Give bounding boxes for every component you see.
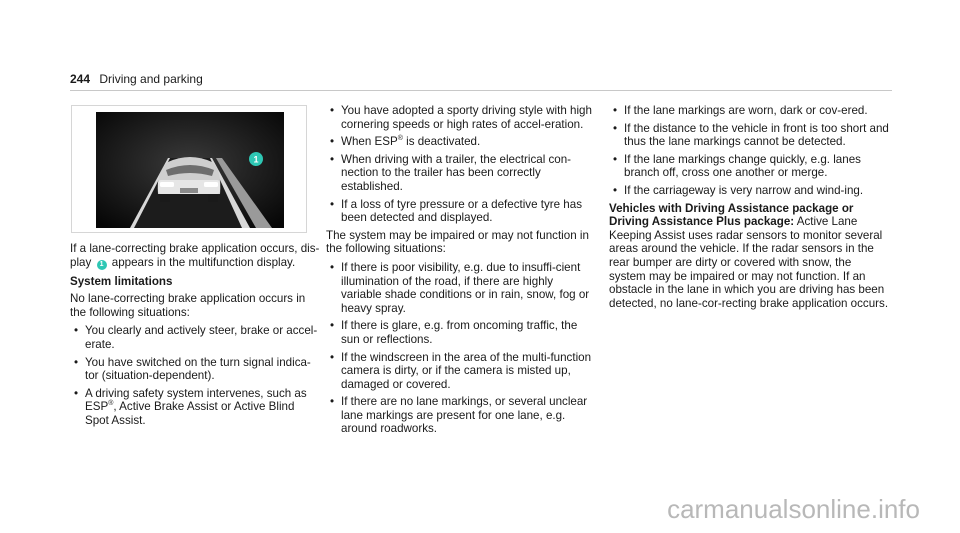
package-paragraph	[609, 202, 889, 311]
intro-text-1: If a lane-correcting brake application occurs, dis-	[70, 242, 320, 255]
list-item-text: A driving safety system intervenes, such as ESP	[85, 386, 307, 414]
list-item: • If the distance to the vehicle in front is too short and thus the lane markings cannot be detected.	[609, 122, 889, 149]
section-title: Driving and parking	[99, 72, 203, 86]
list-item: • If the windscreen in the area of the multi-function camera is dirty, or if the camera is misted up, damaged or covered.	[326, 351, 596, 392]
registered-mark: ®	[397, 135, 403, 143]
impairment-list-cont	[609, 104, 889, 198]
callout-number: 1	[253, 154, 259, 165]
intro-text-3: appears in the multifunction display.	[111, 255, 296, 269]
list-item: • You have switched on the turn signal indica-tor (situation-dependent).	[70, 356, 320, 383]
registered-mark: ®	[108, 400, 114, 408]
list-item: • If the lane markings are worn, dark or cov-ered.	[609, 104, 889, 118]
page-number: 244	[70, 72, 91, 86]
callout-badge: 1	[97, 260, 107, 270]
list-item-text: When ESP	[341, 135, 398, 149]
section-heading: System limitations	[70, 274, 173, 288]
intro-paragraph	[70, 242, 320, 270]
list-item	[70, 387, 320, 428]
watermark: carmanualsonline.info	[667, 494, 920, 524]
list-item: • If there is poor visibility, e.g. due to insuffi-cient illumination of the road, if there are highly variable shade conditions or in rain, snow, fog or heavy spray.	[326, 261, 596, 315]
limitations-list	[70, 324, 320, 427]
conditions-list	[326, 104, 596, 225]
dashboard-illustration	[71, 105, 307, 233]
list-item: • You clearly and actively steer, brake or accel-erate.	[70, 324, 320, 351]
list-item: • If a loss of tyre pressure or a defective tyre has been detected and displayed.	[326, 198, 596, 225]
limitations-intro: No lane-correcting brake application occurs in the following situations:	[70, 292, 306, 319]
list-item: • You have adopted a sporty driving style with high cornering speeds or high rates of accel-eration.	[326, 104, 596, 131]
list-item	[326, 135, 596, 149]
list-item: • If the carriageway is very narrow and wind-ing.	[609, 184, 889, 198]
page-header	[70, 72, 203, 86]
intro-text-2: play	[70, 255, 92, 269]
impairment-list	[326, 261, 596, 436]
list-item: • If there are no lane markings, or several unclear lane markings are present for one lane, e.g. around roadworks.	[326, 395, 596, 436]
package-heading: Vehicles with Driving Assistance package or Driving Assistance Plus package:	[609, 201, 854, 229]
car-display-graphic	[96, 112, 284, 228]
column-left	[70, 242, 320, 432]
column-right	[609, 104, 889, 315]
callout-marker	[249, 152, 263, 166]
list-item: • If there is glare, e.g. from oncoming traffic, the sun or reflections.	[326, 319, 596, 346]
list-item: • When driving with a trailer, the electrical con-nection to the trailer has been correctly established.	[326, 153, 596, 194]
impairment-intro: The system may be impaired or may not function in the following situations:	[326, 228, 589, 256]
list-item-text: is deactivated.	[402, 135, 481, 149]
package-text: Active Lane Keeping Assist uses radar sensors to monitor several areas around the vehicle. If the radar sensors in the rear bumper are dirty or covered with snow, the system may be impaired or may not function. If an obstacle in the lane in which you are driving has been detected, no lane-cor-recting brake application occurs.	[609, 215, 889, 310]
list-item-text: , Active Brake Assist or Active Blind Spot Assist.	[85, 400, 295, 427]
header-divider	[70, 90, 892, 91]
column-middle	[326, 104, 596, 440]
list-item: • If the lane markings change quickly, e.g. lanes branch off, cross one another or merge.	[609, 153, 889, 180]
